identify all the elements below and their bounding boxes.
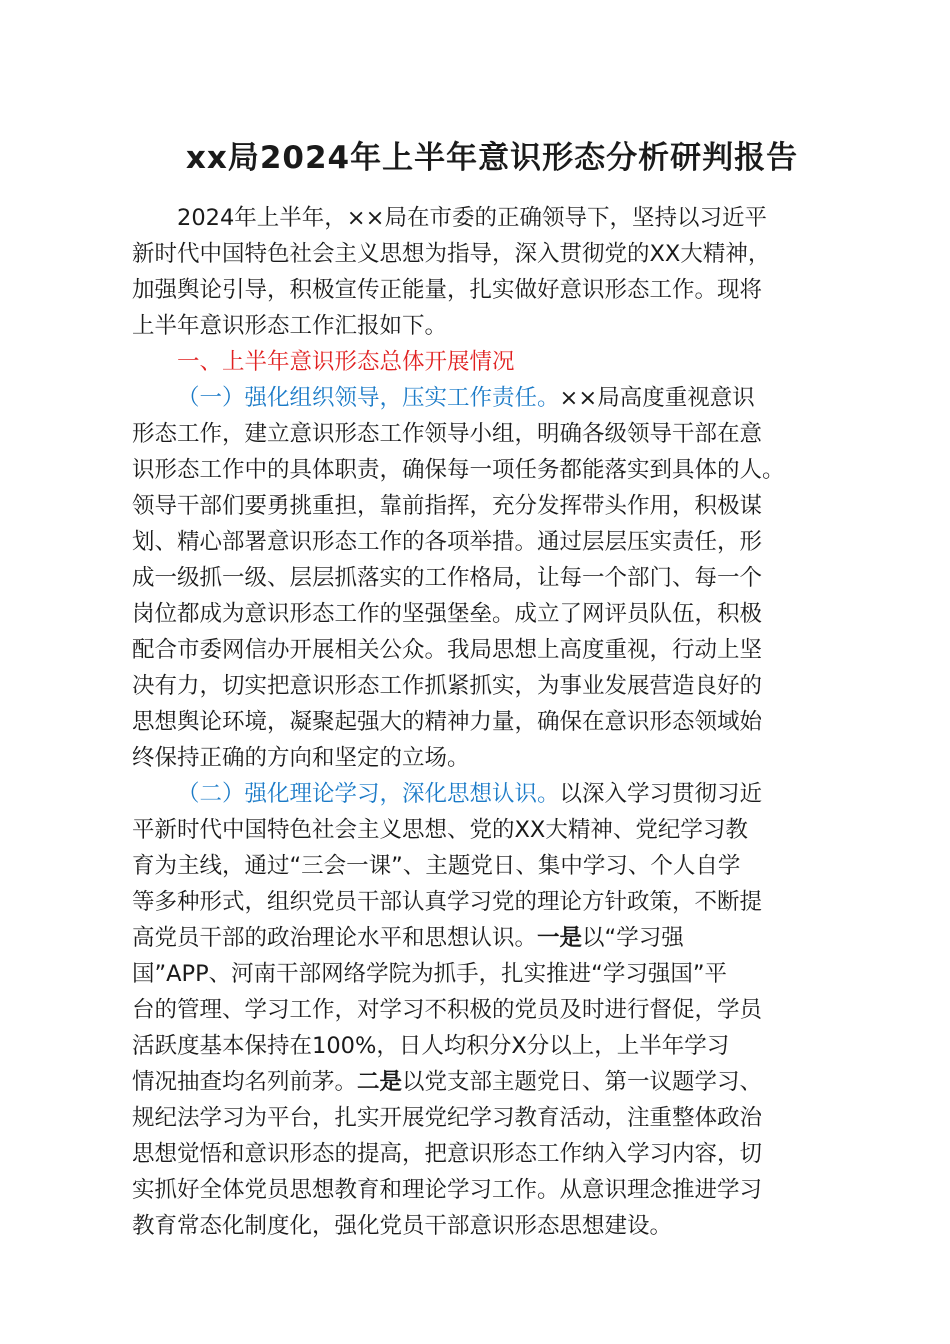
- text-line: 划、精心部署意识形态工作的各项举措。通过层层压实责任，形: [132, 529, 763, 555]
- text-line: 配合市委网信办开展相关公众。我局思想上高度重视，行动上坚: [132, 637, 763, 663]
- text-line: 终保持正确的方向和坚定的立场。: [132, 745, 470, 771]
- text-line: 规纪法学习为平台，扎实开展党纪学习教育活动，注重整体政治: [132, 1105, 763, 1131]
- subsection-2: [132, 776, 852, 1244]
- text-line: [132, 380, 852, 416]
- text-line: 成一级抓一级、层层抓落实的工作格局，让每一个部门、每一个: [132, 565, 763, 591]
- text-line: 实抓好全体党员思想教育和理论学习工作。从意识理念推进学习: [132, 1177, 763, 1203]
- text-line: 决有力，切实把意识形态工作抓紧抓实，为事业发展营造良好的: [132, 673, 763, 699]
- subsection-heading: （一）强化组织领导，压实工作责任。: [177, 385, 560, 411]
- text-line: 上半年意识形态工作汇报如下。: [132, 313, 448, 339]
- document-page: [132, 134, 852, 1244]
- text-line: 等多种形式，组织党员干部认真学习党的理论方针政策，不断提: [132, 889, 763, 915]
- text-line: 育为主线，通过“三会一课”、主题党日、集中学习、个人自学: [132, 853, 741, 879]
- bold-marker: 一是: [537, 925, 583, 951]
- text-span: 以党支部主题党日、第一议题学习、: [402, 1069, 763, 1095]
- text-line: 领导干部们要勇挑重担，靠前指挥，充分发挥带头作用，积极谋: [132, 493, 763, 519]
- bold-marker: 二是: [357, 1069, 403, 1095]
- subsection-1: [132, 380, 852, 776]
- text-line: [132, 1064, 852, 1100]
- text-line: 2024年上半年，××局在市委的正确领导下，坚持以习近平: [177, 205, 767, 231]
- text-line: 国”APP、河南干部网络学院为抓手，扎实推进“学习强国”平: [132, 961, 727, 987]
- text-line: 思想舆论环境，凝聚起强大的精神力量，确保在意识形态领域始: [132, 709, 763, 735]
- text-line: 活跃度基本保持在100%，日人均积分X分以上，上半年学习: [132, 1033, 730, 1059]
- subsection-heading: （二）强化理论学习，深化思想认识。: [177, 781, 560, 807]
- text-line: 形态工作，建立意识形态工作领导小组，明确各级领导干部在意: [132, 421, 763, 447]
- text-line: 台的管理、学习工作，对学习不积极的党员及时进行督促，学员: [132, 997, 763, 1023]
- intro-paragraph: [132, 200, 852, 344]
- text-line: [132, 776, 852, 812]
- text-line: 加强舆论引导，积极宣传正能量，扎实做好意识形态工作。现将: [132, 277, 763, 303]
- text-span: 高党员干部的政治理论水平和思想认识。: [132, 925, 538, 951]
- text-line: 岗位都成为意识形态工作的坚强堡垒。成立了网评员队伍，积极: [132, 601, 763, 627]
- text-line: 新时代中国特色社会主义思想为指导，深入贯彻党的XX大精神，: [132, 241, 771, 267]
- document-title: xx局2024年上半年意识形态分析研判报告: [185, 140, 799, 176]
- text-line: 思想觉悟和意识形态的提高，把意识形态工作纳入学习内容，切: [132, 1141, 763, 1167]
- text-line: 教育常态化制度化，强化党员干部意识形态思想建设。: [132, 1213, 673, 1239]
- text-span: 以深入学习贯彻习近: [559, 781, 763, 807]
- text-span: ××局高度重视意识: [559, 385, 755, 411]
- text-line: [132, 920, 852, 956]
- text-line: 识形态工作中的具体职责，确保每一项任务都能落实到具体的人。: [132, 457, 785, 483]
- text-line: 平新时代中国特色社会主义思想、党的XX大精神、党纪学习教: [132, 817, 748, 843]
- text-span: 情况抽查均名列前茅。: [132, 1069, 358, 1095]
- section-heading-1: 一、上半年意识形态总体开展情况: [177, 349, 515, 375]
- text-span: 以“学习强: [582, 925, 684, 951]
